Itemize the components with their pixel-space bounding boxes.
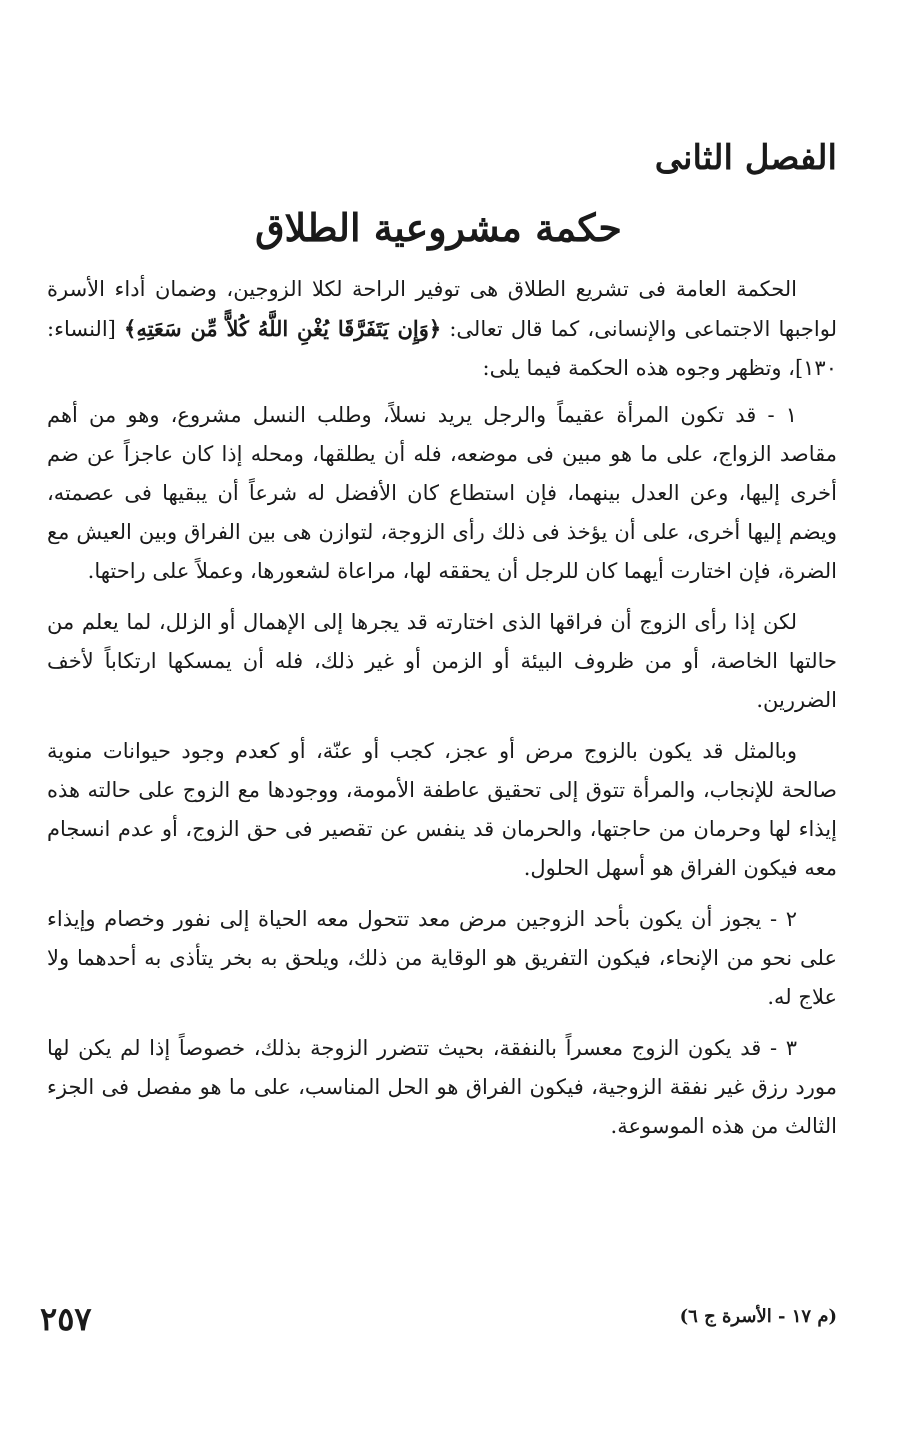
paragraph-husband-illness: وبالمثل قد يكون بالزوج مرض أو عجز، كجب أو عنّة، أو كعدم وجود حيوانات منوية صالحة للإنجاب، والمرأة تتوق إلى تحقيق عاطفة الأمومة، ووجودها مع الزوج على حالته هذه إيذاء لها وحرمان من حاجتها، والحرمان قد ينفس عن تقصير فى حق الزوج، أو عدم انسجام معه فيكون الفراق هو أسهل الحلول. [47,739,837,880]
page-footer [40,1300,837,1340]
body-text [47,270,837,1158]
paragraph-point-1: ١ - قد تكون المرأة عقيماً والرجل يريد نسلاً، وطلب النسل مشروع، وهو من أهم مقاصد الزواج، على ما هو مبين فى موضعه، فله أن يطلقها، ومحله إذا كان عاجزاً عن ضم أخرى إليها، وعن العدل بينهما، فإن استطاع كان الأفضل له شرعاً أن يبقيها فى عصمته، ويضم إليها أخرى، على أن يؤخذ فى ذلك رأى الزوجة، لتوازن هى بين الفراق وبين العيش مع الضرة، فإن اختارت أيهما كان للرجل أن يحققه لها، مراعاة لشعورها، وعملاً على راحتها. [47,403,837,583]
chapter-title: الفصل الثانى [654,138,837,178]
paragraph-point-2: ٢ - يجوز أن يكون بأحد الزوجين مرض معد تتحول معه الحياة إلى نفور وخصام وإيذاء على نحو من الإنحاء، فيكون التفريق هو الوقاية من ذلك، ويلحق به بخر يتأذى به أحدهما ولا علاج له. [47,907,837,1009]
paragraph-exception: لكن إذا رأى الزوج أن فراقها الذى اختارته قد يجرها إلى الإهمال أو الزلل، لما يعلم من حالتها الخاصة، أو من ظروف البيئة أو الزمن أو غير ذلك، فله أن يمسكها ارتكاباً لأخف الضررين. [47,610,837,712]
intro-paragraph [47,270,837,388]
quran-verse: ﴿وَإِن يَتَفَرَّقَا يُغْنِ اللَّهُ كُلاًّ مِّن سَعَتِهِ﴾ [124,316,442,341]
section-title: حكمة مشروعية الطلاق [255,205,622,250]
page-number: ٢٥٧ [40,1300,92,1338]
signature-reference: (م ١٧ - الأسرة ج ٦) [679,1306,837,1327]
intro-text: الحكمة العامة فى تشريع الطلاق هى توفير الراحة لكلا الزوجين، وضمان أداء الأسرة لواجبها الاجتماعى والإنسانى، كما قال تعالى: [47,277,837,341]
paragraph-point-3: ٣ - قد يكون الزوج معسراً بالنفقة، بحيث تتضرر الزوجة بذلك، خصوصاً إذا لم يكن لها مورد رزق غير نفقة الزوجية، فيكون الفراق هو الحل المناسب، على ما هو مفصل فى الجزء الثالث من هذه الموسوعة. [47,1036,837,1138]
intro-citation: [النساء: ١٣٠]، وتظهر وجوه هذه الحكمة فيما يلى: [47,317,837,380]
